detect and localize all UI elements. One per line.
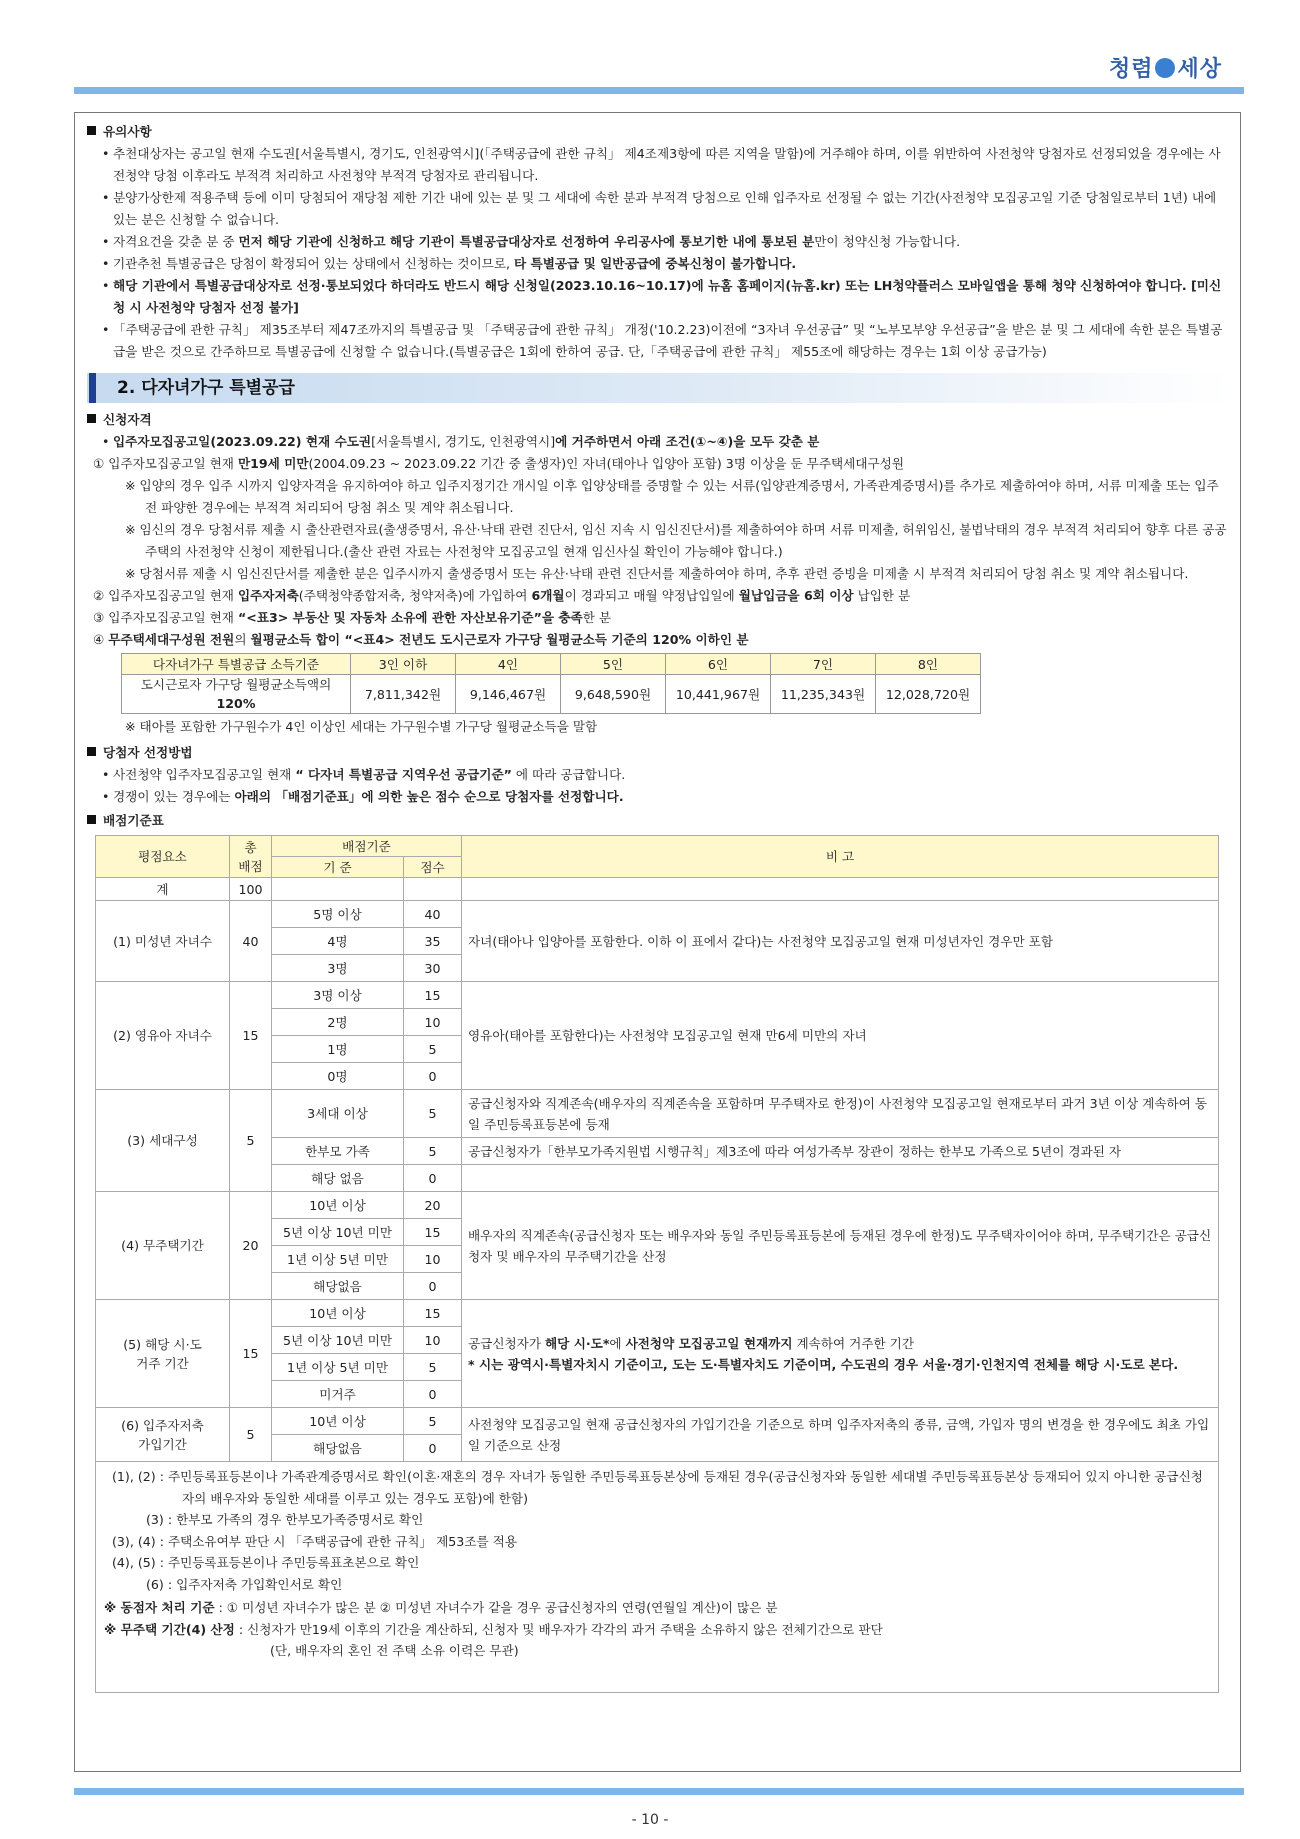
square-bullet-icon xyxy=(87,414,96,423)
income-value: 12,028,720원 xyxy=(876,675,981,714)
criteria-points: 5 xyxy=(404,1138,462,1165)
income-header-cell: 5인 xyxy=(561,654,666,675)
notice-item: • 분양가상한제 적용주택 등에 이미 당첨되어 재당첨 제한 기간 내에 있는 분 및 그 세대에 속한 분과 부적격 당첨으로 인해 입주자로 선정될 수 없는 기간(사전청약 모집공고일 기준 당첨일로부터 1년) 내에 있는 분은 신청할 수 없습니다. xyxy=(87,187,1230,231)
criteria-standard: 3명 이상 xyxy=(272,982,404,1009)
criteria-standard: 0명 xyxy=(272,1063,404,1090)
criteria-points: 0 xyxy=(404,1273,462,1300)
criteria-points: 15 xyxy=(404,982,462,1009)
criteria-points: 15 xyxy=(404,1300,462,1327)
condition-3: ③ 입주자모집공고일 현재 “<표3> 부동산 및 자동차 소유에 관한 자산보유기준”을 충족한 분 xyxy=(93,610,612,625)
score-total-label: 계 xyxy=(96,878,230,901)
factor-total: 15 xyxy=(230,1300,272,1408)
factor-residence-period: (5) 해당 시·도 거주 기간 xyxy=(96,1300,230,1408)
top-rule xyxy=(74,87,1244,94)
condition-4: ④ 무주택세대구성원 전원의 월평균소득 합이 “<표4> 전년도 도시근로자 가구당 월평균소득 기준의 120% 이하인 분 xyxy=(93,632,749,647)
criteria-standard: 10년 이상 xyxy=(272,1192,404,1219)
criteria-points: 20 xyxy=(404,1192,462,1219)
criteria-points: 0 xyxy=(404,1165,462,1192)
section-marker xyxy=(89,373,96,403)
criteria-points: 5 xyxy=(404,1090,462,1138)
criteria-standard: 해당없음 xyxy=(272,1273,404,1300)
square-bullet-icon xyxy=(87,126,96,135)
score-table xyxy=(95,835,1219,1462)
logo: 청렴 세상 xyxy=(1108,57,1222,82)
criteria-points: 0 xyxy=(404,1435,462,1462)
notice-item: • 해당 기관에서 특별공급대상자로 선정·통보되었다 하더라도 반드시 해당 신청일(2023.10.16~10.17)에 뉴홈 홈페이지(뉴홈.kr) 또는 LH청약플러스 모바일앱을 통해 청약 신청하여야 합니다. [미신청 시 사전청약 당첨자 선정 불가] xyxy=(87,275,1230,319)
income-value: 9,146,467원 xyxy=(456,675,561,714)
criteria-standard: 한부모 가족 xyxy=(272,1138,404,1165)
section-header xyxy=(87,373,1230,403)
income-header-cell: 6인 xyxy=(666,654,771,675)
factor-total: 40 xyxy=(230,901,272,982)
footnote-item: (3) : 한부모 가족의 경우 한부모가족증명서로 확인 xyxy=(146,1512,424,1527)
income-value: 10,441,967원 xyxy=(666,675,771,714)
score-header-total: 총 배점 xyxy=(230,836,272,878)
criteria-standard: 5년 이상 10년 미만 xyxy=(272,1327,404,1354)
score-total-value: 100 xyxy=(230,878,272,901)
score-header-factor: 평점요소 xyxy=(96,836,230,878)
notice-heading: 유의사항 xyxy=(87,121,1230,143)
factor-total: 15 xyxy=(230,982,272,1090)
selection-heading: 당첨자 선정방법 xyxy=(87,742,1230,764)
income-table xyxy=(121,653,981,714)
criteria-standard: 4명 xyxy=(272,928,404,955)
income-row-label: 도시근로자 가구당 월평균소득액의 120% xyxy=(122,675,351,714)
criteria-points: 0 xyxy=(404,1063,462,1090)
criteria-points: 5 xyxy=(404,1408,462,1435)
factor-remark: 공급신청자가 해당 시·도*에 사전청약 모집공고일 현재까지 계속하여 거주한 기간 * 시는 광역시·특별자치시 기준이고, 도는 도·특별자치도 기준이며, 수도권의 경우 서울·경기·인천지역 전체를 해당 시·도로 본다. xyxy=(462,1300,1219,1408)
condition-1: ① 입주자모집공고일 현재 만19세 미만(2004.09.23 ~ 2023.09.22 기간 중 출생자)인 자녀(태아나 입양아 포함) 3명 이상을 둔 무주택세대구성원 xyxy=(93,456,904,471)
eligibility-heading: 신청자격 xyxy=(87,409,1230,431)
criteria-points: 30 xyxy=(404,955,462,982)
factor-remark: 영유아(태아를 포함한다)는 사전청약 모집공고일 현재 만6세 미만의 자녀 xyxy=(462,982,1219,1090)
selection-item: • 사전청약 입주자모집공고일 현재 “ 다자녀 특별공급 지역우선 공급기준” 에 따라 공급합니다. xyxy=(87,764,1230,786)
factor-total: 5 xyxy=(230,1408,272,1462)
factor-remark: 공급신청자와 직계존속(배우자의 직계존속을 포함하며 무주택자로 한정)이 사전청약 모집공고일 현재로부터 과거 3년 이상 계속하여 동일 주민등록표등본에 등재 xyxy=(462,1090,1219,1138)
score-header-remark: 비 고 xyxy=(462,836,1219,878)
factor-remark: 배우자의 직계존속(공급신청자 또는 배우자와 동일 주민등록표등본에 등재된 경우에 한정)도 무주택자이어야 하며, 무주택기간은 공급신청자 및 배우자의 무주택기간을 산정 xyxy=(462,1192,1219,1300)
homeless-period-rule: ※ 무주택 기간(4) 산정 : 신청자가 만19세 이후의 기간을 계산하되, 신청자 및 배우자가 각각의 과거 주택을 소유하지 않은 전체기간으로 판단 xyxy=(104,1621,883,1637)
square-bullet-icon xyxy=(87,815,96,824)
footnote-item: (3), (4) : 주택소유여부 판단 시 「주택공급에 관한 규칙」 제53조를 적용 xyxy=(112,1533,517,1549)
selection-item: • 경쟁이 있는 경우에는 아래의 「배점기준표」에 의한 높은 점수 순으로 당첨자를 선정합니다. xyxy=(87,786,1230,808)
criteria-standard: 1년 이상 5년 미만 xyxy=(272,1354,404,1381)
criteria-standard: 3세대 이상 xyxy=(272,1090,404,1138)
factor-household: (3) 세대구성 xyxy=(96,1090,230,1192)
income-value: 11,235,343원 xyxy=(771,675,876,714)
factor-homeless-period: (4) 무주택기간 xyxy=(96,1192,230,1300)
notice-item: • 「주택공급에 관한 규칙」 제35조부터 제47조까지의 특별공급 및 「주택공급에 관한 규칙」 개정('10.2.23)이전에 “3자녀 우선공급” 및 “노부모부양 우선공급”을 받은 분 및 그 세대에 속한 분은 특별공급을 받은 것으로 간주하므로 특별공급에 신청할 수 없습니다.(특별공급은 1회에 한하여 공급. 단,「주택공급에 관한 규칙」 제55조에 해당하는 경우는 1회 이상 공급가능) xyxy=(87,319,1230,363)
factor-remark: 공급신청자가「한부모가족지원법 시행규칙」제3조에 따라 여성가족부 장관이 정하는 한부모 가족으로 5년이 경과된 자 xyxy=(462,1138,1219,1165)
income-header-cell: 3인 이하 xyxy=(351,654,456,675)
footnote-item: (4), (5) : 주민등록표등본이나 주민등록표초본으로 확인 xyxy=(112,1555,420,1570)
factor-savings-period: (6) 입주자저축 가입기간 xyxy=(96,1408,230,1462)
criteria-standard: 5명 이상 xyxy=(272,901,404,928)
notice-item: • 추천대상자는 공고일 현재 수도권[서울특별시, 경기도, 인천광역시](「주택공급에 관한 규칙」 제4조제3항에 따른 지역을 말함)에 거주해야 하며, 이를 위반하여 사전청약 당첨자로 선정되었을 경우에는 사전청약 당첨 이후라도 부적격 처리하고 사전청약 부적격 당첨자로 관리됩니다. xyxy=(87,143,1230,187)
criteria-standard: 미거주 xyxy=(272,1381,404,1408)
score-header-standard: 기 준 xyxy=(272,857,404,878)
notice-item: • 자격요건을 갖춘 분 중 먼저 해당 기관에 신청하고 해당 기관이 특별공급대상자로 선정하여 우리공사에 통보기한 내에 통보된 분만이 청약신청 가능합니다. xyxy=(87,231,1230,253)
criteria-standard: 1년 이상 5년 미만 xyxy=(272,1246,404,1273)
score-heading: 배점기준표 xyxy=(87,810,1230,832)
section-title: 2. 다자녀가구 특별공급 xyxy=(117,378,295,398)
criteria-points: 35 xyxy=(404,928,462,955)
notice-item: • 기관추천 특별공급은 당첨이 확정되어 있는 상태에서 신청하는 것이므로, 타 특별공급 및 일반공급에 중복신청이 불가합니다. xyxy=(87,253,1230,275)
page-number: - 10 - xyxy=(631,1812,669,1828)
factor-total: 5 xyxy=(230,1090,272,1192)
homeless-period-rule-note: (단, 배우자의 혼인 전 주택 소유 이력은 무관) xyxy=(270,1643,519,1658)
income-header-cell: 다자녀가구 특별공급 소득기준 xyxy=(122,654,351,675)
bottom-rule xyxy=(74,1788,1244,1795)
criteria-standard: 10년 이상 xyxy=(272,1408,404,1435)
tie-break-rule: ※ 동점자 처리 기준 : ① 미성년 자녀수가 많은 분 ② 미성년 자녀수가 같을 경우 공급신청자의 연령(연월일 계산)이 많은 분 xyxy=(104,1600,778,1615)
factor-remark: 자녀(태아나 입양아를 포함한다. 이하 이 표에서 같다)는 사전청약 모집공고일 현재 미성년자인 경우만 포함 xyxy=(462,901,1219,982)
criteria-standard: 해당없음 xyxy=(272,1435,404,1462)
factor-infant-children: (2) 영유아 자녀수 xyxy=(96,982,230,1090)
content-frame xyxy=(74,112,1241,1772)
footnote-item: (1), (2) : 주민등록표등본이나 가족관계증명서로 확인(이혼·재혼의 경우 자녀가 동일한 주민등록표등본상에 등재된 경우(공급신청자와 동일한 세대별 주민등록표등본상 등재되어 있지 아니한 공급신청자의 배우자와 동일한 세대를 이루고 있는 경우도 포함)에 한함) xyxy=(112,1469,1203,1506)
criteria-points: 5 xyxy=(404,1036,462,1063)
income-value: 9,648,590원 xyxy=(561,675,666,714)
income-header-cell: 7인 xyxy=(771,654,876,675)
factor-total: 20 xyxy=(230,1192,272,1300)
score-footnotes xyxy=(95,1462,1219,1693)
criteria-points: 10 xyxy=(404,1327,462,1354)
square-bullet-icon xyxy=(87,747,96,756)
criteria-standard: 해당 없음 xyxy=(272,1165,404,1192)
criteria-standard: 10년 이상 xyxy=(272,1300,404,1327)
footnote-item: (6) : 입주자저축 가입확인서로 확인 xyxy=(146,1576,343,1592)
score-header-criteria: 배점기준 xyxy=(272,836,462,857)
criteria-standard: 1명 xyxy=(272,1036,404,1063)
criteria-points: 0 xyxy=(404,1381,462,1408)
income-header-cell: 4인 xyxy=(456,654,561,675)
factor-minor-children: (1) 미성년 자녀수 xyxy=(96,901,230,982)
income-value: 7,811,342원 xyxy=(351,675,456,714)
condition-note: ※ 임신의 경우 당첨서류 제출 시 출산관련자료(출생증명서, 유산·낙태 관련 진단서, 임신 지속 시 임신진단서)를 제출하여야 하며 서류 미제출, 허위임신, 불법낙태의 경우 부적격 처리되어 향후 다른 공공주택의 사전청약 신청이 제한됩니다.(출산 관련 자료는 사전청약 모집공고일 현재 임신사실 확인이 가능해야 합니다.) xyxy=(125,522,1227,559)
factor-remark: 사전청약 모집공고일 현재 공급신청자의 가입기간을 기준으로 하며 입주자저축의 종류, 금액, 가입자 명의 변경을 한 경우에도 최초 가입일 기준으로 산정 xyxy=(462,1408,1219,1462)
income-header-cell: 8인 xyxy=(876,654,981,675)
criteria-points: 10 xyxy=(404,1009,462,1036)
criteria-points: 15 xyxy=(404,1219,462,1246)
condition-note: ※ 입양의 경우 입주 시까지 입양자격을 유지하여야 하고 입주지정기간 개시일 이후 입양상태를 증명할 수 있는 서류(입양관계증명서, 가족관계증명서)를 추가로 제출하여야 하며, 서류 미제출 또는 입주 전 파양한 경우에는 부적격 처리되어 당첨 취소 및 계약 취소됩니다. xyxy=(125,478,1219,515)
logo-emblem-icon xyxy=(1155,58,1175,78)
score-header-points: 점수 xyxy=(404,857,462,878)
criteria-points: 40 xyxy=(404,901,462,928)
criteria-standard: 2명 xyxy=(272,1009,404,1036)
criteria-points: 10 xyxy=(404,1246,462,1273)
income-note: ※ 태아를 포함한 가구원수가 4인 이상인 세대는 가구원수별 가구당 월평균소득을 말함 xyxy=(125,719,598,734)
criteria-points: 5 xyxy=(404,1354,462,1381)
eligibility-main: • 입주자모집공고일(2023.09.22) 현재 수도권[서울특별시, 경기도, 인천광역시]에 거주하면서 아래 조건(①~④)을 모두 갖춘 분 xyxy=(87,431,1230,453)
condition-2: ② 입주자모집공고일 현재 입주자저축(주택청약종합저축, 청약저축)에 가입하여 6개월이 경과되고 매월 약정납입일에 월납입금을 6회 이상 납입한 분 xyxy=(93,588,911,603)
criteria-standard: 5년 이상 10년 미만 xyxy=(272,1219,404,1246)
condition-note: ※ 당첨서류 제출 시 임신진단서를 제출한 분은 입주시까지 출생증명서 또는 유산·낙태 관련 진단서를 제출하여야 하며, 추후 관련 증빙을 미제출 시 부적격 처리되어 당첨 취소 및 계약 취소됩니다. xyxy=(125,566,1189,581)
criteria-standard: 3명 xyxy=(272,955,404,982)
